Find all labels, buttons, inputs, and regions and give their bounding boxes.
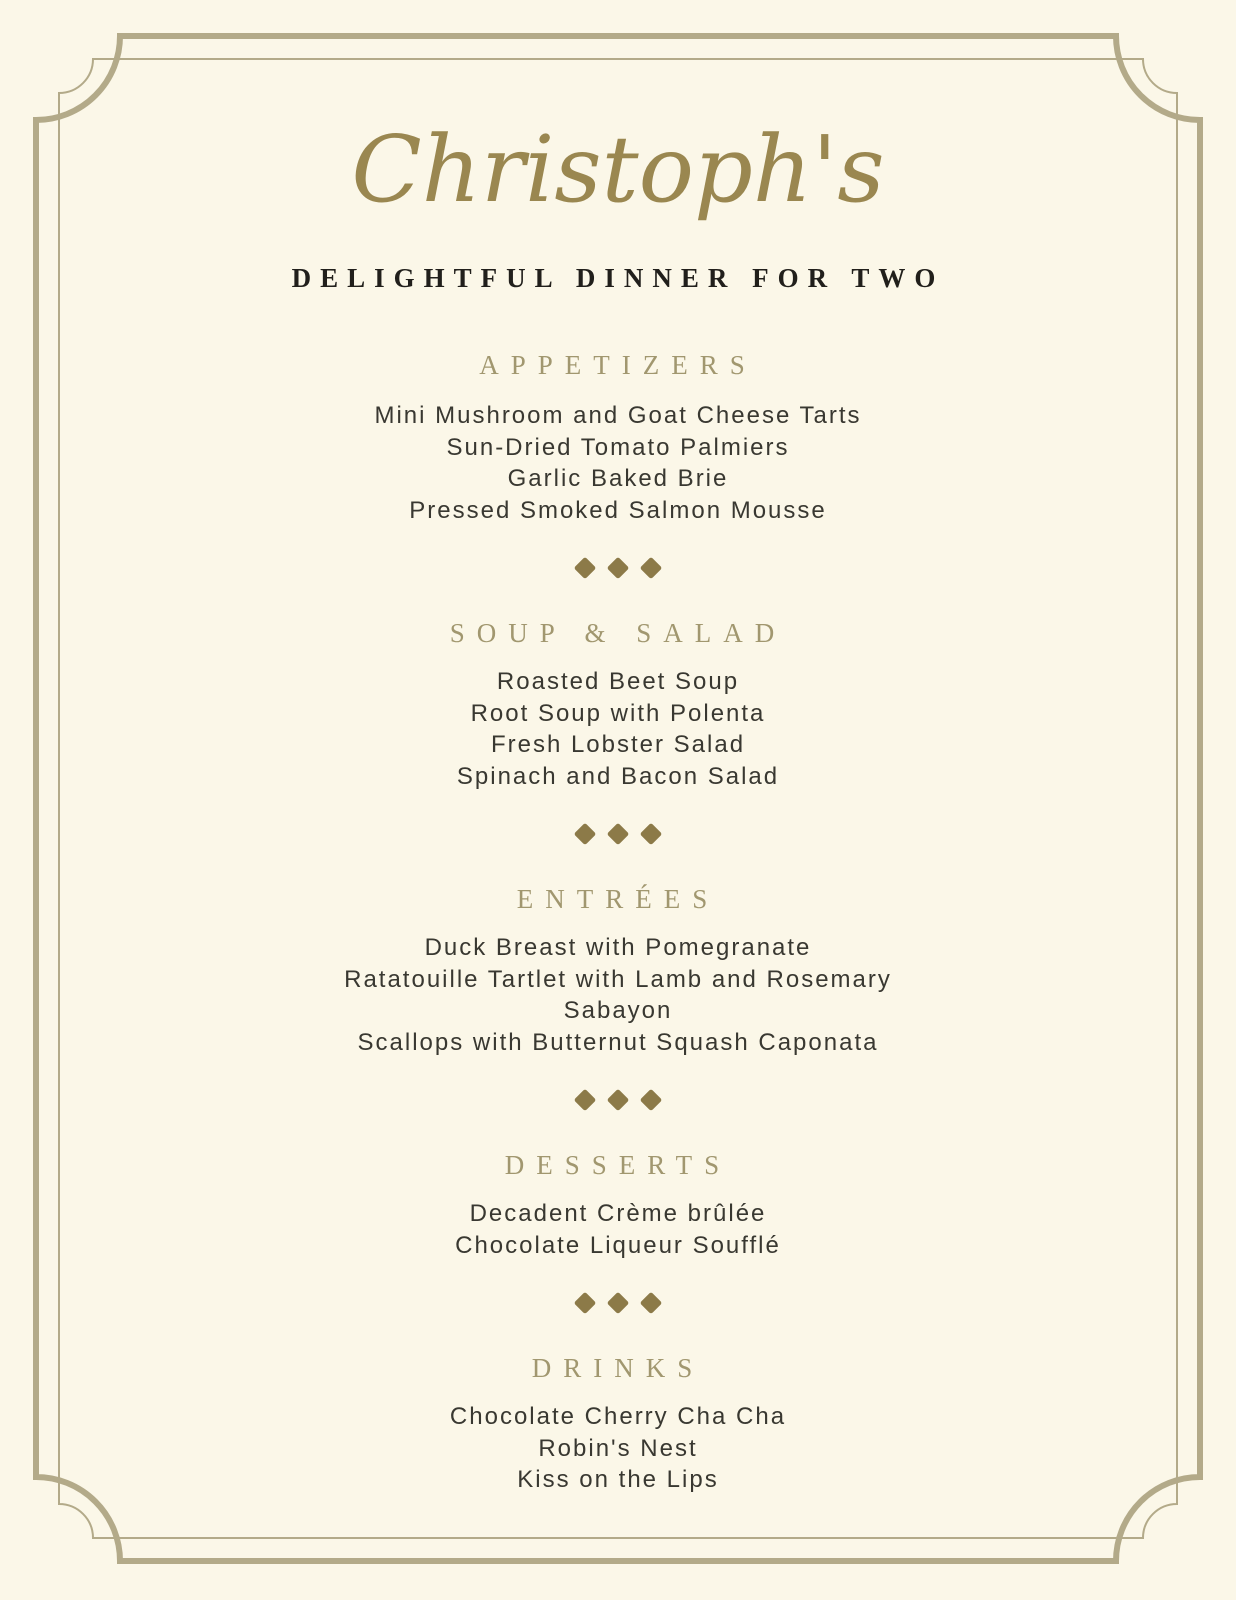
diamond-icon (640, 1088, 663, 1111)
menu-item: Robin's Nest (538, 1434, 698, 1462)
diamond-icon (640, 556, 663, 579)
menu-item: Roasted Beet Soup (496, 668, 740, 695)
diamond-icon (607, 1291, 630, 1314)
menu-item: Scallops with Butternut Squash Caponata (357, 1028, 879, 1056)
menu-item: Ratatouille Tartlet with Lamb and Rosemary Sabayon (344, 965, 892, 1024)
menu-section (0, 1147, 1236, 1261)
diamond-icon (607, 1088, 630, 1111)
menu-section (0, 1350, 1236, 1496)
menu-sections (0, 347, 1236, 1496)
menu-section (0, 347, 1236, 526)
menu-item: Decadent Crème brûlée (469, 1200, 767, 1227)
menu-item: Sun-Dried Tomato Palmiers (446, 433, 790, 461)
menu-item: Fresh Lobster Salad (490, 731, 746, 758)
diamond-icon (607, 556, 630, 579)
diamond-icon (607, 822, 630, 845)
section-title: DRINKS (531, 1353, 705, 1383)
menu-section (0, 615, 1236, 792)
section-title: APPETIZERS (479, 350, 757, 380)
menu-item-list (298, 1401, 938, 1496)
restaurant-name: Christoph's (351, 116, 885, 223)
menu-item: Kiss on the Lips (517, 1466, 719, 1493)
menu-item: Garlic Baked Brie (507, 465, 729, 492)
diamond-icon (574, 1088, 597, 1111)
menu-item-list (298, 932, 938, 1058)
diamond-icon (640, 1291, 663, 1314)
menu-item: Spinach and Bacon Salad (456, 762, 780, 790)
diamond-ornament-divider (577, 822, 659, 845)
menu-section (0, 881, 1236, 1058)
diamond-ornament-divider (577, 556, 659, 579)
section-title: DESSERTS (504, 1150, 732, 1180)
menu-item-list (298, 1198, 938, 1261)
menu-subtitle: DELIGHTFUL DINNER FOR TWO (291, 263, 945, 293)
menu-item: Duck Breast with Pomegranate (424, 934, 812, 961)
menu-item-list (298, 666, 938, 792)
diamond-icon (574, 556, 597, 579)
section-title: SOUP & SALAD (449, 618, 787, 648)
diamond-ornament-divider (577, 1088, 659, 1111)
menu-item: Pressed Smoked Salmon Mousse (409, 496, 827, 524)
diamond-icon (640, 822, 663, 845)
menu-item: Chocolate Cherry Cha Cha (449, 1403, 787, 1430)
menu-item: Mini Mushroom and Goat Cheese Tarts (374, 402, 862, 429)
menu-item: Root Soup with Polenta (470, 699, 766, 727)
menu-item: Chocolate Liqueur Soufflé (455, 1231, 781, 1259)
diamond-ornament-divider (577, 1291, 659, 1314)
diamond-icon (574, 1291, 597, 1314)
section-title: ENTRÉES (516, 884, 720, 914)
menu-item-list (298, 400, 938, 526)
diamond-icon (574, 822, 597, 845)
